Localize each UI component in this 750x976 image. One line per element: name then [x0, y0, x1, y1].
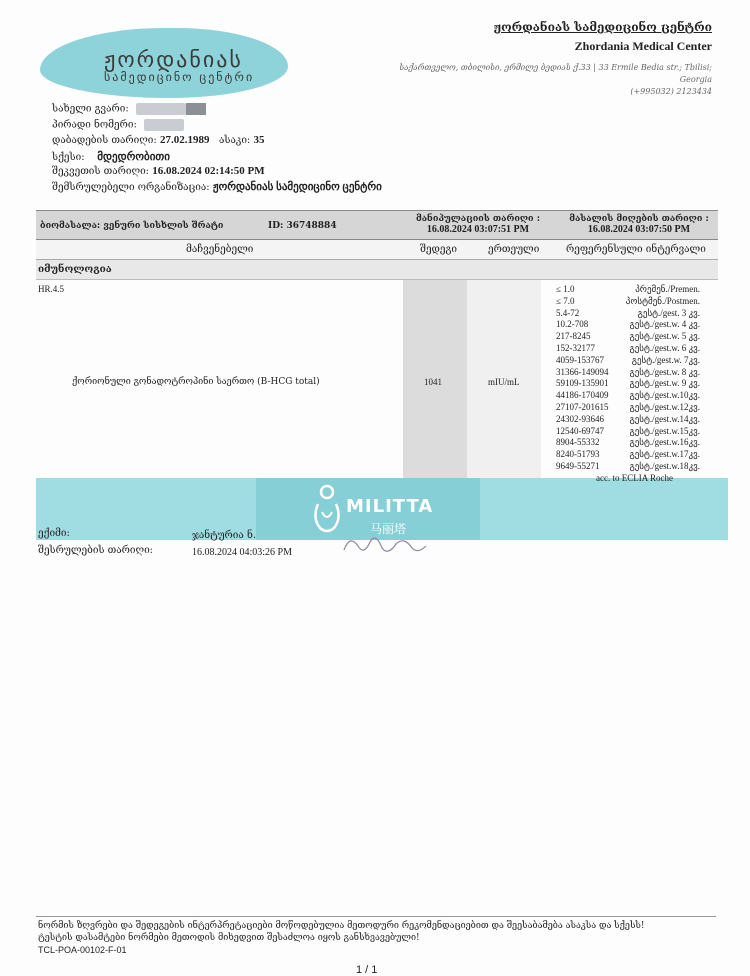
reference-label: გესტ./gest.w.16კვ. — [629, 437, 700, 448]
reference-value: ≤ 7.0 — [556, 295, 575, 306]
reference-label: გესტ./gest.w.18კვ. — [629, 460, 700, 471]
col-indicator: მაჩვენებელი — [186, 244, 254, 255]
reference-label: პრემენ./Premen. — [635, 284, 700, 294]
reference-value: 8240-51793 — [556, 449, 600, 460]
reference-value: 59109-135901 — [556, 378, 609, 389]
manipulation-date-label: მანიპულაციის თარიღი : — [415, 214, 541, 224]
completion-date-label: შესრულების თარიღი: — [38, 545, 154, 556]
reference-value: 5.4-72 — [556, 307, 580, 318]
section-title: იმუნოლოგია — [38, 264, 112, 275]
reference-row — [556, 284, 700, 296]
reference-value: 24302-93646 — [556, 413, 604, 424]
reference-value: 27107-201615 — [556, 401, 609, 412]
reference-row — [556, 367, 700, 379]
manipulation-date — [408, 214, 548, 235]
patient-name-row — [52, 103, 206, 115]
sample-label: ბიომასალა: — [40, 221, 101, 231]
reference-row — [556, 308, 700, 320]
reference-row — [556, 331, 700, 343]
reference-row — [556, 296, 700, 308]
reference-label: გესტ./gest.w. 4 კვ. — [629, 319, 700, 330]
reference-label: გესტ./gest.w. 6 კვ. — [629, 342, 700, 353]
reference-row — [556, 390, 700, 402]
reference-label: გესტ./gest.w.15კვ. — [629, 425, 700, 436]
reference-label: გესტ./gest.w. 7კვ. — [631, 354, 700, 365]
watermark-chinese: 马丽塔 — [370, 522, 407, 536]
patient-name-label: სახელი გვარი: — [52, 103, 129, 115]
watermark-name: MILITTA — [346, 496, 434, 517]
reference-row — [556, 426, 700, 438]
received-date-value: 16.08.2024 03:07:50 PM — [587, 224, 691, 235]
footer-note-2: ტესტის დასამტები ნორმები მეთოდის მიხედვით შესაძლოა იყოს განსხვავებული! — [38, 933, 420, 943]
reference-label: გესტ./gest.w.12კვ. — [629, 401, 700, 412]
col-result: შედეგი — [420, 244, 457, 255]
org-address — [382, 62, 712, 98]
sample-id-value: 36748884 — [286, 221, 337, 231]
doctor-label: ექიმი: — [38, 528, 70, 539]
reference-label: პოსტმენ./Postmen. — [625, 295, 700, 306]
footer-note-1: ნორმის ზღვრები და შედეგების ინტერპრეტაციები მოწოდებულია მეთოდური რეკომენდაციებით და შეესაბამება ასაკსა და სქესს! — [38, 921, 645, 931]
order-date-label: შეკვეთის თარიღი: — [52, 166, 150, 177]
order-date-row — [52, 165, 265, 177]
reference-value: 10.2-708 — [556, 319, 589, 330]
address-line: საქართველო, თბილისი, ერმილე ბედიას ქ.33 | 33 Ermile Bedia str.; Tbilisi; Georgia — [399, 63, 712, 84]
column-headers — [36, 240, 718, 260]
reference-label: გესტ./gest.w. 9 კვ. — [629, 378, 700, 389]
org-name-georgian: ჟორდანიას სამედიცინო ცენტრი — [493, 20, 712, 34]
reference-value: 31366-149094 — [556, 366, 609, 377]
reference-value: 9649-55271 — [556, 460, 600, 471]
reference-row — [556, 355, 700, 367]
reference-label: გესტ./gest.w. 5 კვ. — [629, 331, 700, 342]
reference-row — [556, 319, 700, 331]
sample-info — [40, 221, 223, 231]
test-name: ქორიონული გონადოტროპინი საერთო (B-HCG total) — [72, 377, 320, 387]
reference-row — [556, 414, 700, 426]
performing-org-label: შემსრულებელი ორგანიზაცია: — [52, 182, 210, 193]
patient-id-label: პირადი ნომერი: — [52, 119, 137, 131]
reference-value: 12540-69747 — [556, 425, 604, 436]
reference-row — [556, 343, 700, 355]
col-reference: რეფერენსული ინტერვალი — [566, 244, 706, 255]
reference-value: 4059-153767 — [556, 354, 604, 365]
reference-value: 217-8245 — [556, 331, 591, 342]
reference-intervals — [556, 284, 700, 473]
sample-header — [36, 210, 718, 240]
dob-value: 27.02.1989 — [159, 134, 210, 146]
page-number: 1 / 1 — [356, 964, 378, 976]
patient-sex-row — [52, 150, 170, 163]
reference-label: გესტ./gest.w.17კვ. — [629, 449, 700, 460]
patient-id-row — [52, 119, 184, 131]
performing-org-value: ჟორდანიას სამედიცინო ცენტრი — [212, 181, 382, 193]
received-date-label: მასალის მიღების თარიღი : — [569, 214, 709, 224]
org-name-english: Zhordania Medical Center — [574, 39, 712, 53]
reference-label: გესტ./gest.w.10კვ. — [629, 390, 700, 401]
manipulation-date-value: 16.08.2024 03:07:51 PM — [426, 224, 530, 235]
reference-row — [556, 461, 700, 473]
sample-value: ვენური სისხლის შრატი — [103, 221, 224, 231]
section-row — [36, 260, 718, 280]
patient-dob-row — [52, 134, 265, 146]
test-result: 1041 — [424, 377, 442, 387]
reference-row — [556, 378, 700, 390]
sex-label: სქესი: — [52, 152, 85, 163]
received-date — [564, 214, 714, 235]
watermark-logo-icon — [310, 482, 344, 534]
sample-id-label: ID: — [268, 221, 284, 231]
col-unit: ერთეული — [488, 244, 540, 255]
reference-label: გესტ./gest.w. 8 კვ. — [629, 366, 700, 377]
reference-value: 44186-170409 — [556, 390, 609, 401]
reference-label: გესტ./gest. 3 კვ. — [637, 307, 700, 318]
order-date-value: 16.08.2024 02:14:50 PM — [152, 165, 265, 177]
doctor-value: ჯანტურია ნ. — [192, 530, 257, 541]
logo-title: ჟორდანიას — [104, 48, 243, 73]
test-unit: mIU/mL — [488, 377, 520, 387]
reference-value: 8904-55332 — [556, 437, 600, 448]
reference-row — [556, 449, 700, 461]
reference-row — [556, 402, 700, 414]
test-code: HR.4.5 — [38, 284, 65, 294]
reference-note: acc. to ECLIA Roche — [596, 473, 673, 483]
completion-date-value: 16.08.2024 04:03:26 PM — [192, 547, 293, 558]
redacted-name — [136, 103, 186, 115]
form-code: TCL-POA-00102-F-01 — [38, 945, 127, 955]
sex-value: მდედრობითი — [97, 151, 170, 163]
age-value: 35 — [253, 134, 265, 146]
redacted-id — [144, 119, 184, 131]
reference-row — [556, 437, 700, 449]
reference-value: ≤ 1.0 — [556, 284, 575, 294]
reference-value: 152-32177 — [556, 342, 595, 353]
performing-org-row — [52, 180, 382, 193]
redacted-name-dark — [186, 103, 206, 115]
age-label: ასაკი: — [219, 135, 251, 146]
phone-line: (+995032) 2123434 — [630, 87, 712, 96]
logo-subtitle: სამედიცინო ცენტრი — [104, 70, 255, 84]
footer-divider — [36, 916, 716, 917]
dob-label: დაბადების თარიღი: — [52, 135, 157, 146]
signature-icon — [340, 528, 430, 560]
sample-id — [268, 221, 337, 231]
reference-label: გესტ./gest.w.14კვ. — [629, 413, 700, 424]
